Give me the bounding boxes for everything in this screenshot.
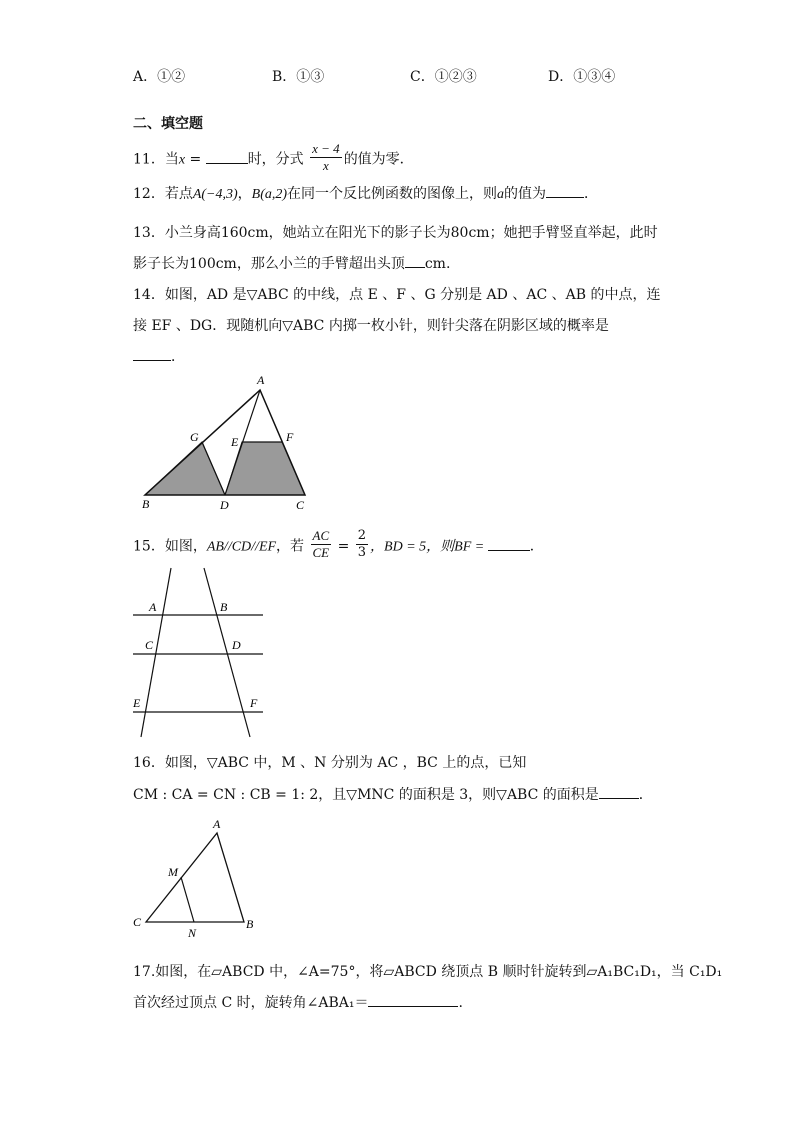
q15-prefix: 15．如图，	[133, 538, 207, 555]
q14-label-d: D	[220, 498, 229, 512]
question-12: 12．若点A(−4,3)，B(a,2)在同一个反比例函数的图像上，则a的值为 ．	[133, 186, 599, 202]
q12-sep: ，	[237, 186, 252, 202]
q15-label-b: B	[220, 600, 228, 614]
q11-mid: 时，分式	[247, 151, 304, 168]
question-15: 15．如图，AB//CD//EF，若 $\frac{AC}{CE}$ = $\frac{2}{3}$ ，BD = 5，则BF = ．	[133, 528, 544, 560]
option-b: B．①③	[272, 69, 325, 85]
q15-parallel-lines-figure	[128, 565, 268, 740]
q15-bd: ，BD = 5，则	[370, 539, 455, 555]
q13-answer-blank[interactable]	[405, 267, 425, 268]
q15-value-fraction	[356, 528, 368, 561]
q12-point-a: A(−4,3)	[192, 187, 238, 202]
q17-answer-blank[interactable]	[368, 1006, 458, 1007]
q16-line2-pre: CM : CA = CN : CB = 1: 2，且▽MNC 的面积是 3，则▽ABC 的面积是	[133, 787, 599, 803]
q16-line-2: CM : CA = CN : CB = 1: 2，且▽MNC 的面积是 3，则▽ABC 的面积是 ．	[133, 787, 653, 803]
q16-triangle-figure	[130, 815, 265, 945]
q11-numerator: x − 4	[312, 141, 340, 156]
q13-line-1: 13．小兰身高160cm，她站立在阳光下的影子长为80cm；她把手臂竖直举起，此时	[133, 225, 658, 241]
q11-denominator: x	[323, 158, 329, 173]
q15-value-den: 3	[357, 545, 367, 560]
option-a: A．①②	[133, 69, 186, 85]
q15-label-e: E	[133, 696, 141, 710]
q16-label-m: M	[168, 865, 178, 879]
q15-label-d: D	[232, 638, 241, 652]
q15-ratio-num: AC	[312, 528, 330, 543]
q16-triangle-abc	[146, 833, 244, 922]
q11-x: x	[178, 152, 186, 168]
q11-fraction	[310, 141, 342, 174]
q12-prefix: 12．若点	[133, 186, 193, 202]
option-d: D．①③④	[548, 69, 616, 85]
option-c: C．①②③	[410, 69, 477, 85]
q15-ratio-den: CE	[312, 545, 330, 560]
q14-label-c: C	[296, 498, 305, 512]
q15-cond: ，若	[276, 538, 305, 555]
q12-var-a: a	[497, 187, 505, 202]
question-11	[133, 143, 414, 179]
q13-line-2	[133, 255, 450, 273]
q15-eq: =	[333, 538, 354, 555]
q14-label-g: G	[190, 430, 199, 444]
q11-suffix: 的值为零．	[343, 151, 414, 168]
q15-parallel: AB//CD//EF	[206, 539, 277, 555]
q17-line2: 首次经过顶点 C 时，旋转角∠ABA₁＝	[133, 995, 369, 1011]
q12-mid: 在同一个反比例函数的图像上，则	[287, 186, 498, 202]
q11-eq: =	[185, 151, 206, 168]
q15-answer-blank[interactable]	[488, 550, 530, 551]
q15-ratio-fraction	[311, 528, 332, 561]
q17-line-1: 17.如图，在▱ABCD 中，∠A=75°，将▱ABCD 绕顶点 B 顺时针旋转到▱A₁BC₁D₁，当 C₁D₁	[133, 964, 723, 980]
section-title: 二、填空题	[133, 116, 203, 132]
q14-label-a: A	[257, 373, 265, 387]
q12-answer-blank[interactable]	[546, 197, 584, 198]
q12-suffix: 的值为	[504, 186, 547, 202]
q14-label-b: B	[142, 497, 150, 511]
q16-segment-mn	[181, 877, 194, 922]
q16-answer-blank[interactable]	[599, 798, 639, 799]
q14-label-f: F	[286, 430, 294, 444]
q15-label-a: A	[149, 600, 157, 614]
q14-answer-blank[interactable]	[133, 360, 171, 361]
q16-label-n: N	[188, 926, 197, 940]
q16-label-b: B	[246, 917, 254, 931]
q14-line-1: 14．如图，AD 是▽ABC 的中线，点 E 、F 、G 分别是 AD 、AC 、AB 的中点，连	[133, 287, 661, 303]
q15-label-f: F	[250, 696, 258, 710]
q16-label-c: C	[133, 915, 142, 929]
q11-prefix: 11．当	[133, 151, 179, 168]
q14-label-e: E	[231, 435, 239, 449]
q13-line2-pre: 影子长为100cm，那么小兰的手臂超出头顶	[133, 256, 405, 272]
q16-line-1: 16．如图，▽ABC 中，M 、N 分别为 AC ，BC 上的点，已知	[133, 755, 527, 771]
q15-bf: BF =	[454, 539, 488, 555]
q15-label-c: C	[145, 638, 154, 652]
q13-line2-post: cm.	[424, 256, 451, 272]
q17-line-2: 首次经过顶点 C 时，旋转角∠ABA₁＝ .	[133, 995, 463, 1011]
q14-line-2: 接 EF 、DG．现随机向▽ABC 内掷一枚小针，则针尖落在阴影区域的概率是	[133, 318, 609, 334]
q16-label-a: A	[213, 817, 221, 831]
q12-point-b: B(a,2)	[251, 187, 288, 202]
q15-value-num: 2	[357, 528, 367, 543]
q14-triangle-figure	[130, 370, 320, 515]
q11-answer-blank[interactable]	[206, 163, 248, 164]
q14-line-3: ．	[133, 348, 185, 366]
